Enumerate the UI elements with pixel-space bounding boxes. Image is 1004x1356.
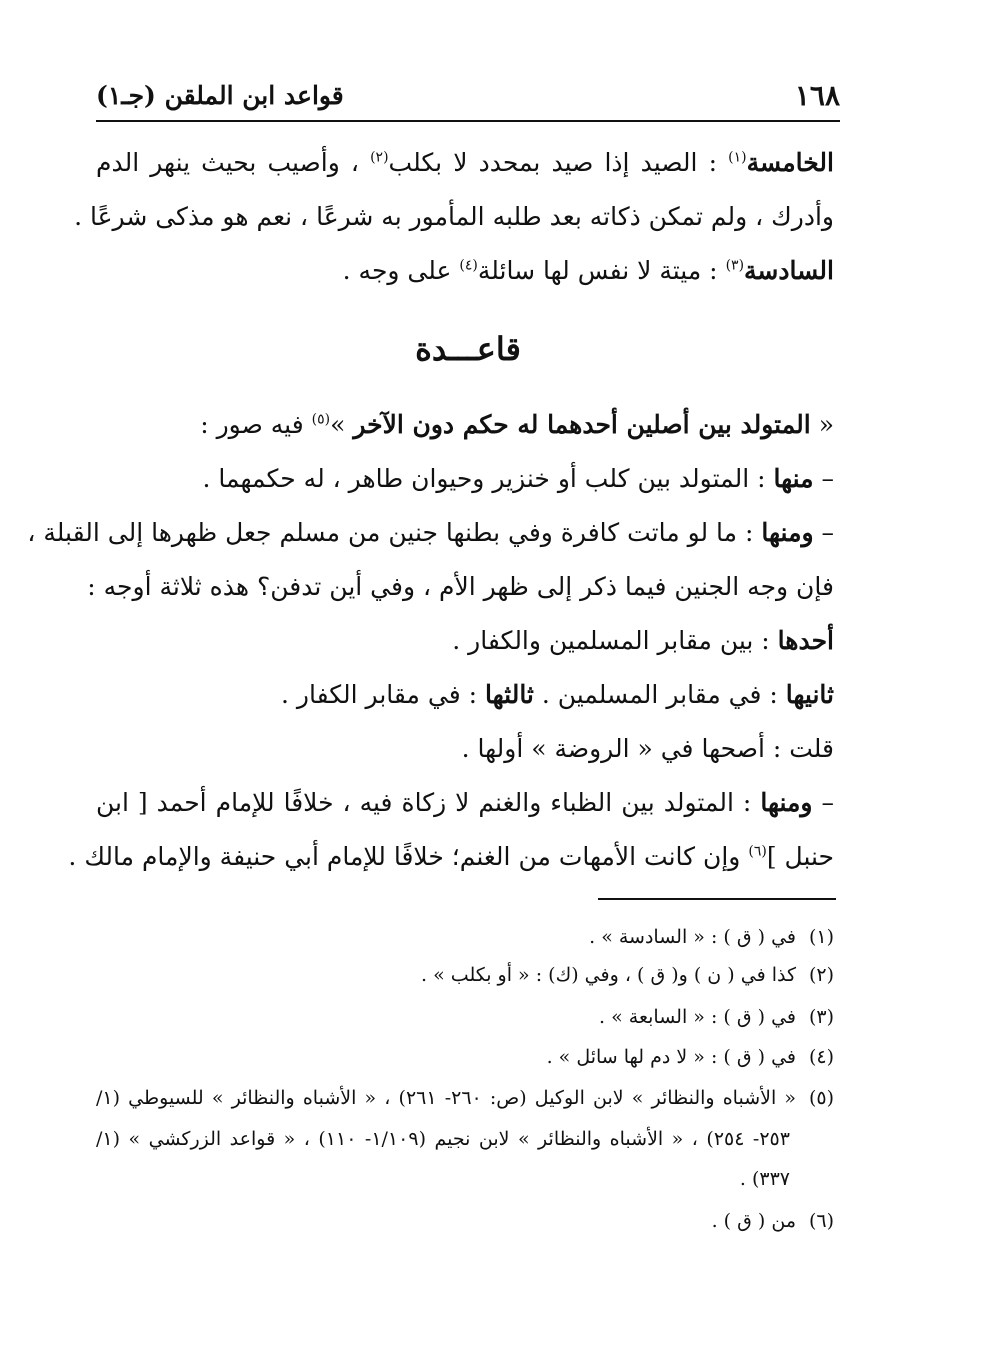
footnote-ref: (٤): [459, 257, 478, 274]
body-line: [96, 786, 834, 820]
body-text: : ميتة لا نفس لها سائلة: [477, 256, 726, 285]
footnote-number: (٣): [808, 1006, 834, 1028]
body-line: [96, 678, 834, 712]
body-line: [96, 624, 834, 658]
footnote-ref: (٥): [311, 411, 331, 428]
footnote: [96, 1004, 834, 1030]
body-text: : ما لو ماتت كافرة وفي بطنها جنين من مسلم جعل ظهرها إلى القبلة ،: [27, 518, 762, 547]
opinion-label: ثالثها: [485, 680, 534, 709]
footnote-continuation: [96, 1166, 790, 1192]
footnote: [96, 962, 834, 988]
case-label: ومنها: [760, 788, 813, 817]
footnote-text: ٣٣٧) .: [739, 1168, 790, 1190]
body-text: وأدرك ، ولم تمكن ذكاته بعد طلبه المأمور به شرعًا ، نعم هو مذكى شرعًا .: [74, 202, 834, 231]
footnote-text: في ( ق ) : « السادسة » .: [589, 926, 796, 948]
fifth-label: الخامسة: [746, 148, 834, 177]
quote-open: «: [810, 410, 834, 439]
footnote-number: (٥): [808, 1087, 834, 1109]
body-line: [68, 840, 834, 874]
body-text: : بين مقابر المسلمين والكفار .: [452, 626, 778, 655]
quote-close: »: [330, 410, 354, 439]
section-heading: قاعـــدة: [415, 330, 521, 368]
page-header: [96, 70, 840, 122]
body-line: [74, 200, 834, 234]
body-text: : في مقابر الكفار .: [281, 680, 486, 709]
footnote-number: (١): [808, 926, 834, 948]
footnote-ref: (٢): [370, 149, 389, 166]
body-text: : الصيد إذا صيد بمحدد لا بكلب: [388, 148, 729, 177]
body-line: [96, 254, 834, 288]
opinion-label: ثانيها: [785, 680, 834, 709]
body-text: وإن كانت الأمهات من الغنم؛ خلافًا للإمام أبي حنيفة والإمام مالك .: [68, 842, 749, 871]
footnote: [96, 1044, 834, 1070]
footnote-text: كذا في ( ن ) و( ق ) ، وفي (ك) : « أو بكلب » .: [421, 964, 796, 986]
rule-title: المتولد بين أصلين أحدهما له حكم دون الآخر: [353, 410, 811, 439]
dash: –: [813, 464, 834, 493]
rule-title-line: [96, 408, 834, 442]
body-text: : المتولد بين كلب أو خنزير وحيوان طاهر ، له حكمهما .: [202, 464, 774, 493]
footnote-divider: [598, 898, 836, 900]
body-line: [87, 570, 834, 604]
body-text: : المتولد بين الظباء والغنم لا زكاة فيه ، خلافًا للإمام أحمد [ ابن: [96, 788, 761, 817]
footnote-text: « الأشباه والنظائر » لابن الوكيل (ص: ٢٦٠- ٢٦١) ، « الأشباه والنظائر » للسيوطي (١/: [96, 1087, 796, 1109]
footnote-ref: (٦): [748, 843, 767, 860]
footnote-text: ٢٥٣- ٢٥٤) ، « الأشباه والنظائر » لابن نجيم (١/١٠٩- ١١٠) ، « قواعد الزركشي » (١/: [96, 1128, 790, 1150]
footnote-number: (٦): [808, 1210, 834, 1232]
footnote-continuation: [96, 1126, 790, 1152]
opinion-label: أحدها: [777, 626, 834, 655]
footnote-text: من ( ق ) .: [711, 1210, 796, 1232]
footnote-text: في ( ق ) : « لا دم لها سائل » .: [546, 1046, 796, 1068]
body-text: فيه صور :: [200, 410, 312, 439]
case-label: ومنها: [761, 518, 814, 547]
body-line: [27, 516, 834, 550]
footnote-number: (٤): [808, 1046, 834, 1068]
dash: –: [813, 518, 834, 547]
body-line: [96, 462, 834, 496]
body-text: : في مقابر المسلمين .: [533, 680, 786, 709]
footnote-number: (٢): [808, 964, 834, 986]
body-line: [96, 146, 834, 180]
footnote-ref: (١): [728, 149, 747, 166]
body-text: حنبل ]: [766, 842, 834, 871]
footnote: [96, 924, 834, 950]
running-title: قواعد ابن الملقن (جـ١): [96, 80, 344, 110]
body-text: فإن وجه الجنين فيما ذكر إلى ظهر الأم ، وفي أين تدفن؟ هذه ثلاثة أوجه :: [87, 572, 834, 601]
body-text: على وجه .: [342, 256, 460, 285]
dash: –: [812, 788, 834, 817]
body-text: ، وأصيب بحيث ينهر الدم: [96, 148, 371, 177]
page-number: ١٦٨: [794, 78, 840, 112]
case-label: منها: [773, 464, 814, 493]
sixth-label: السادسة: [744, 256, 834, 285]
body-line: [96, 732, 834, 766]
footnote: [96, 1085, 834, 1111]
footnote-text: في ( ق ) : « السابعة » .: [599, 1006, 796, 1028]
footnote-ref: (٣): [725, 257, 745, 274]
body-text: قلت : أصحها في « الروضة » أولها .: [461, 734, 834, 763]
footnote: [96, 1208, 834, 1234]
